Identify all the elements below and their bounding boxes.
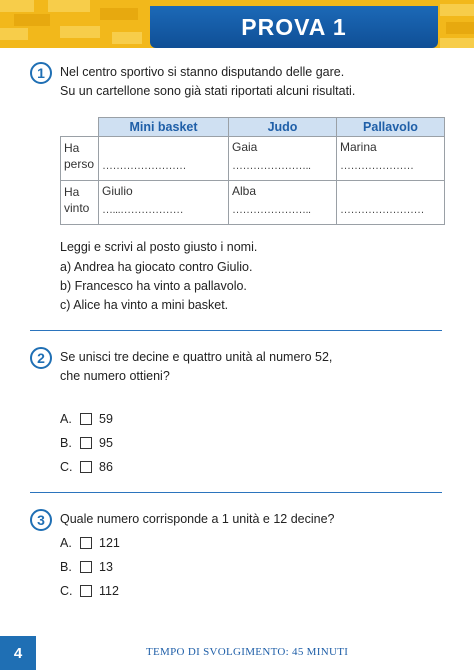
option-letter: A. — [60, 412, 72, 426]
q2-option-c[interactable] — [60, 460, 113, 474]
option-value: 86 — [99, 460, 113, 474]
answer-blank[interactable]: ………………… — [340, 160, 414, 172]
option-checkbox[interactable] — [80, 461, 92, 473]
cell-name: Alba — [232, 184, 257, 198]
answer-cell[interactable] — [99, 181, 229, 225]
option-letter: B. — [60, 560, 72, 574]
cell-name — [340, 184, 441, 201]
q1-text-line-2: Su un cartellone sono già stati riportati alcuni risultati. — [60, 84, 356, 98]
option-checkbox[interactable] — [80, 537, 92, 549]
q3-text-line-1: Quale numero corrisponde a 1 unità e 12 decine? — [60, 512, 335, 526]
option-letter: B. — [60, 436, 72, 450]
option-checkbox[interactable] — [80, 437, 92, 449]
brick — [0, 28, 28, 40]
row-label-bottom: vinto — [64, 201, 90, 215]
option-checkbox[interactable] — [80, 561, 92, 573]
page-number: 4 — [0, 636, 36, 670]
row-label-top: Ha — [64, 141, 80, 155]
brick — [112, 32, 142, 44]
option-value: 112 — [99, 584, 119, 598]
q1-clue-a: a) Andrea ha giocato contro Giulio. — [60, 260, 253, 274]
option-letter: A. — [60, 536, 72, 550]
question-number-2: 2 — [30, 347, 52, 369]
q2-option-b[interactable] — [60, 436, 113, 450]
brick — [440, 38, 474, 48]
brick — [100, 8, 138, 20]
page-title: PROVA 1 — [150, 6, 438, 48]
q3-option-a[interactable] — [60, 536, 120, 550]
option-value: 59 — [99, 412, 113, 426]
column-header-pallavolo: Pallavolo — [337, 118, 445, 137]
question-number-3: 3 — [30, 509, 52, 531]
section-divider — [30, 330, 442, 331]
option-letter: C. — [60, 460, 73, 474]
brick — [14, 14, 50, 26]
option-value: 121 — [99, 536, 120, 550]
option-checkbox[interactable] — [80, 413, 92, 425]
column-header-judo: Judo — [229, 118, 337, 137]
cell-name: Giulio — [102, 184, 133, 198]
option-value: 95 — [99, 436, 113, 450]
answer-blank[interactable]: ………………….. — [232, 204, 311, 216]
column-header-mini-basket: Mini basket — [99, 118, 229, 137]
table-header-row — [61, 118, 445, 137]
brick — [60, 26, 100, 38]
answer-blank[interactable]: …………………… — [102, 160, 186, 172]
option-letter: C. — [60, 584, 73, 598]
q3-option-c[interactable] — [60, 584, 119, 598]
brick — [0, 0, 34, 12]
answer-cell[interactable] — [229, 137, 337, 181]
table-corner — [61, 118, 99, 137]
row-label-ha-vinto — [61, 181, 99, 225]
q1-clue-b: b) Francesco ha vinto a pallavolo. — [60, 279, 247, 293]
answer-cell[interactable] — [337, 137, 445, 181]
question-number-1: 1 — [30, 62, 52, 84]
answer-cell[interactable] — [229, 181, 337, 225]
brick — [440, 4, 474, 16]
q1-text-line-1: Nel centro sportivo si stanno disputando delle gare. — [60, 65, 345, 79]
cell-name: Gaia — [232, 140, 258, 154]
table-row-ha-perso — [61, 137, 445, 181]
answer-cell[interactable] — [99, 137, 229, 181]
answer-blank[interactable]: ………………….. — [232, 160, 311, 172]
answer-cell[interactable] — [337, 181, 445, 225]
answer-blank[interactable]: …………………… — [340, 204, 424, 216]
results-table — [60, 117, 445, 225]
row-label-top: Ha — [64, 185, 80, 199]
q2-option-a[interactable] — [60, 412, 113, 426]
q1-instruction: Leggi e scrivi al posto giusto i nomi. — [60, 240, 258, 254]
section-divider — [30, 492, 442, 493]
brick — [48, 0, 90, 12]
brick — [446, 22, 474, 34]
page-footer — [0, 636, 474, 670]
answer-blank[interactable]: …...……………… — [102, 204, 184, 216]
q3-option-b[interactable] — [60, 560, 113, 574]
row-label-ha-perso — [61, 137, 99, 181]
time-limit-text: TEMPO DI SVOLGIMENTO: 45 MINUTI — [146, 646, 349, 658]
q2-text-line-1: Se unisci tre decine e quattro unità al numero 52, — [60, 350, 333, 364]
q1-clue-c: c) Alice ha vinto a mini basket. — [60, 298, 229, 312]
cell-name: Marina — [340, 140, 377, 154]
table-row-ha-vinto — [61, 181, 445, 225]
option-checkbox[interactable] — [80, 585, 92, 597]
cell-name — [102, 140, 225, 157]
option-value: 13 — [99, 560, 113, 574]
q2-text-line-2: che numero ottieni? — [60, 369, 170, 383]
row-label-bottom: perso — [64, 157, 95, 171]
